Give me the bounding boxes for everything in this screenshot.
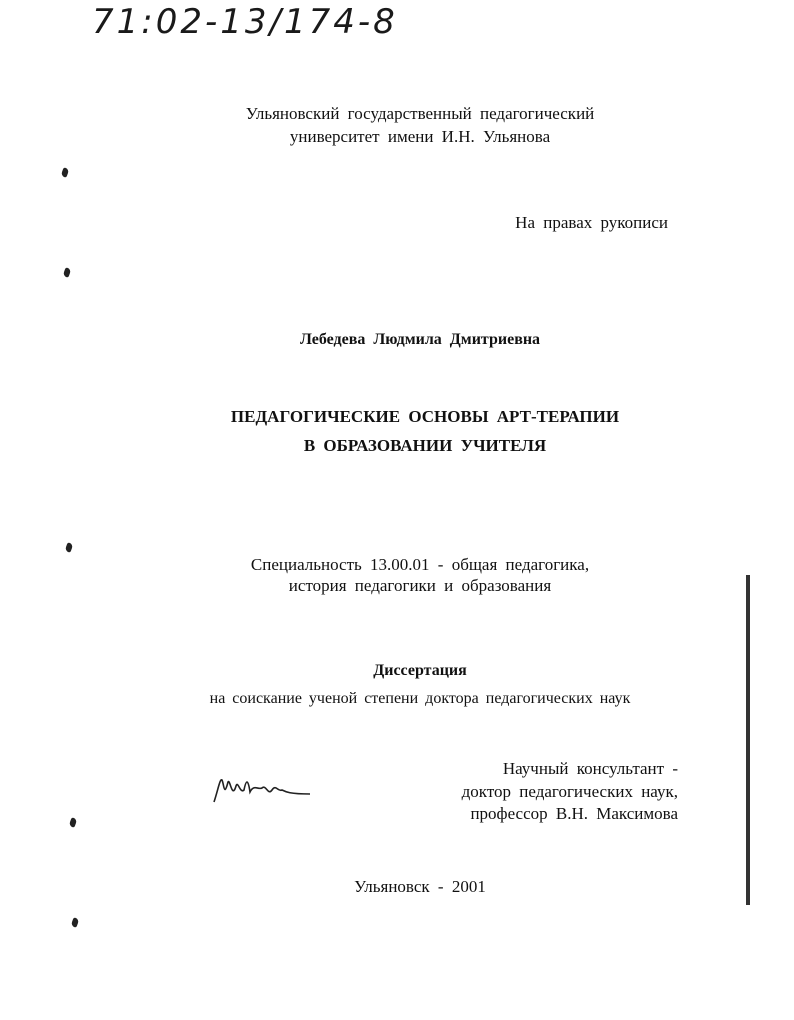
degree-line: на соискание ученой степени доктора педагогических наук bbox=[209, 690, 631, 707]
scan-edge-line bbox=[746, 575, 750, 905]
author-signature bbox=[210, 770, 320, 810]
scan-hole-mark bbox=[71, 917, 80, 928]
handwritten-catalog-number: 71:02-13/174-8 bbox=[92, 2, 398, 42]
scan-hole-mark bbox=[69, 817, 78, 828]
place-year: Ульяновск - 2001 bbox=[354, 877, 486, 896]
author-name: Лебедева Людмила Дмитриевна bbox=[299, 331, 541, 348]
manuscript-note: На правах рукописи bbox=[515, 213, 668, 232]
scan-hole-mark bbox=[61, 167, 70, 178]
scan-hole-mark bbox=[63, 267, 72, 278]
consultant-line-1: Научный консультант - bbox=[502, 759, 678, 778]
institution-line-2: университет имени И.Н. Ульянова bbox=[289, 127, 551, 146]
institution-line-1: Ульяновский государственный педагогический bbox=[245, 104, 595, 123]
consultant-line-3: профессор В.Н. Максимова bbox=[470, 804, 678, 823]
specialty-line-2: история педагогики и образования bbox=[288, 576, 552, 595]
scan-hole-mark bbox=[65, 542, 74, 553]
consultant-line-2: доктор педагогических наук, bbox=[461, 782, 678, 801]
title-line-1: ПЕДАГОГИЧЕСКИЕ ОСНОВЫ АРТ-ТЕРАПИИ bbox=[230, 407, 620, 426]
title-line-2: В ОБРАЗОВАНИИ УЧИТЕЛЯ bbox=[303, 436, 547, 455]
work-type: Диссертация bbox=[373, 662, 467, 679]
specialty-line-1: Специальность 13.00.01 - общая педагогика, bbox=[250, 555, 590, 574]
